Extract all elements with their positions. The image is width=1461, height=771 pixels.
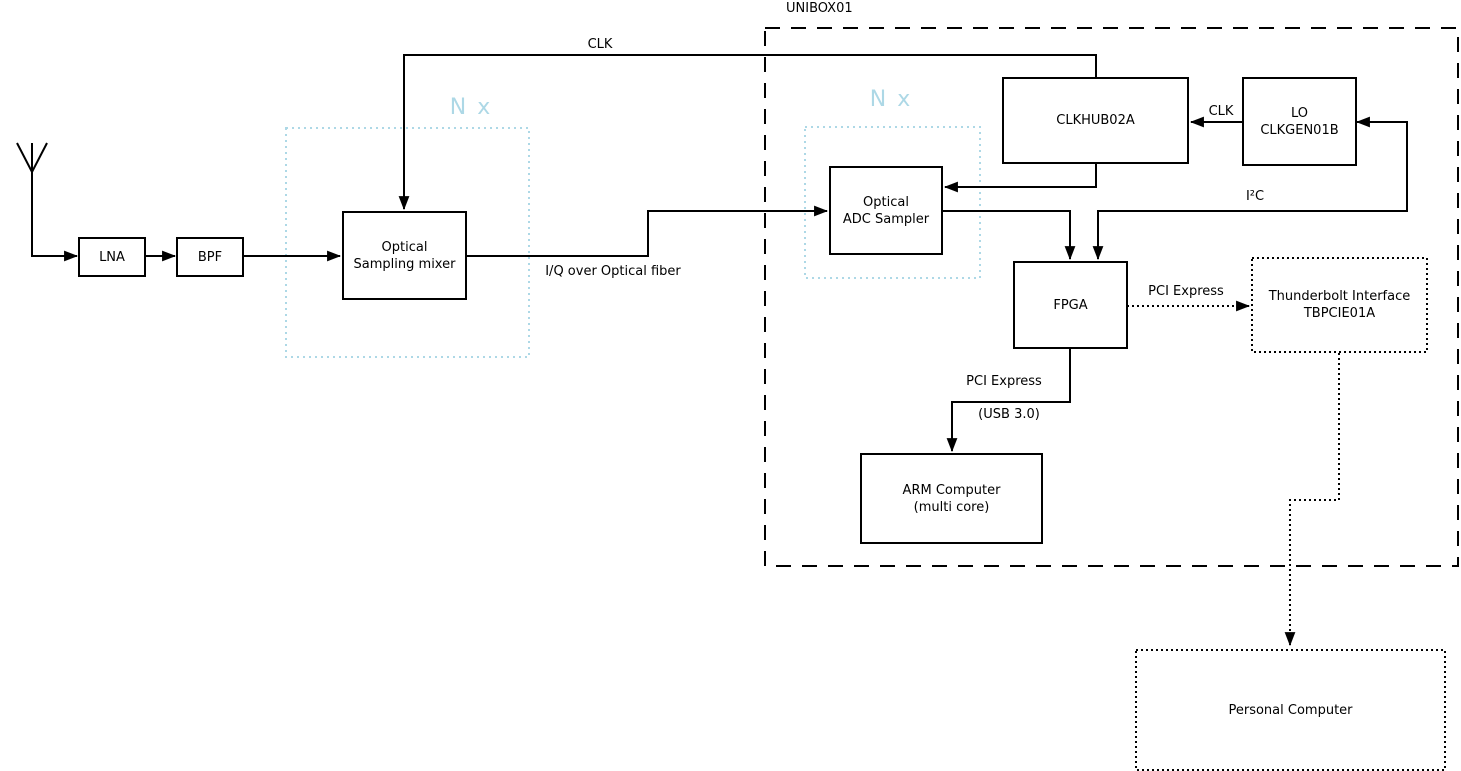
node-mixer-label-line2: Sampling mixer — [353, 256, 456, 272]
node-clkhub-label: CLKHUB02A — [1056, 113, 1135, 128]
edge-label-i2c: I²C — [1245, 189, 1265, 204]
edge-adc-to-fpga — [942, 211, 1070, 259]
node-lna-label: LNA — [99, 249, 125, 265]
node-thunderbolt-label-line2: TBPCIE01A — [1303, 306, 1376, 321]
edge-label-pcie-thunderbolt: PCI Express — [1148, 284, 1224, 299]
node-adc-label-line2: ADC Sampler — [842, 211, 930, 227]
node-adc-label-line1: Optical — [863, 194, 909, 210]
node-arm-computer — [861, 454, 1042, 543]
node-fpga-label: FPGA — [1053, 297, 1088, 313]
edge-mixer-to-adc-iq-fiber — [466, 211, 827, 256]
nx-label-right: N x — [869, 87, 913, 112]
node-bpf-label: BPF — [197, 249, 223, 265]
node-arm-label-line2: (multi core) — [913, 499, 990, 515]
edge-label-clk-lo: CLK — [1208, 104, 1234, 119]
node-lo-label-line1: LO — [1290, 105, 1308, 121]
node-bpf — [177, 238, 243, 276]
node-thunderbolt-label-line1: Thunderbolt Interface — [1268, 289, 1411, 304]
edge-fpga-to-arm-pcie-usb — [952, 348, 1070, 451]
node-arm-label-line1: ARM Computer — [902, 482, 1001, 498]
node-lo-label-line2: CLKGEN01B — [1260, 122, 1339, 138]
node-optical-sampling-mixer — [343, 212, 466, 299]
edge-label-iq-fiber: I/Q over Optical fiber — [545, 264, 681, 279]
node-lo-clkgen01b — [1243, 78, 1356, 165]
unibox01-title: UNIBOX01 — [786, 1, 853, 16]
node-fpga — [1014, 262, 1127, 348]
edge-thunderbolt-to-pc — [1290, 353, 1339, 645]
node-thunderbolt-interface — [1252, 258, 1427, 352]
node-personal-computer — [1136, 650, 1445, 770]
node-pc-label: Personal Computer — [1228, 702, 1353, 718]
nx-label-left: N x — [449, 95, 493, 120]
edge-label-usb: (USB 3.0) — [978, 407, 1040, 422]
node-lna — [79, 238, 145, 276]
edge-clkhub-to-mixer-clk — [404, 55, 1096, 209]
node-optical-adc-sampler — [830, 167, 942, 254]
node-mixer-label-line1: Optical — [381, 239, 428, 255]
node-clkhub02a — [1003, 78, 1188, 163]
edge-label-pcie-arm: PCI Express — [966, 374, 1042, 389]
edge-clkhub-to-adc-clk — [945, 163, 1096, 187]
edge-label-clk-main: CLK — [587, 37, 613, 52]
